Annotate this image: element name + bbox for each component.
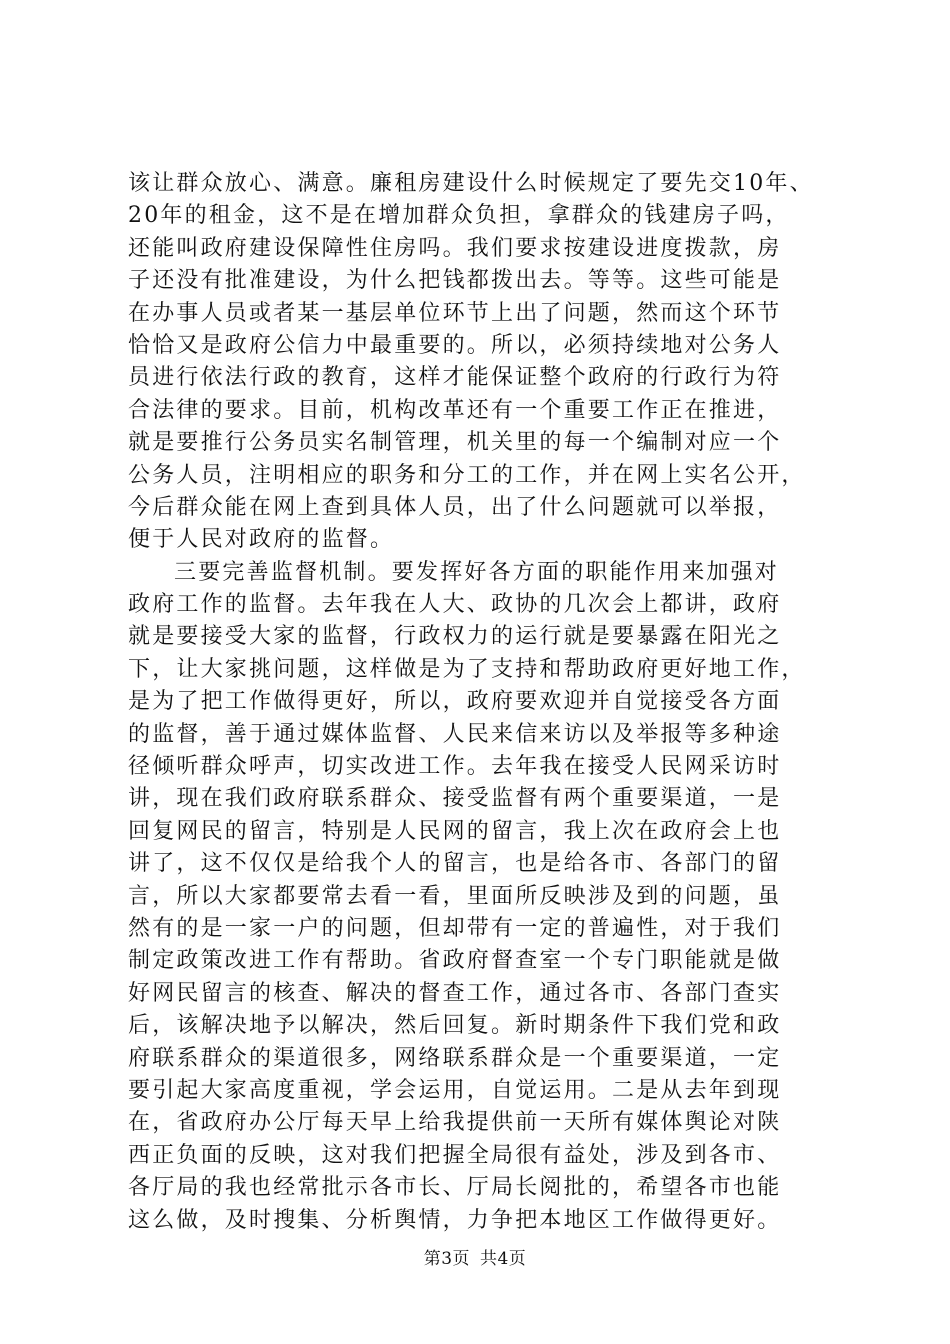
- text-line: 便于人民对政府的监督。: [128, 527, 395, 553]
- page-footer: [0, 1244, 950, 1269]
- text-line: 20年的租金，这不是在增加群众负担，拿群众的钱建房子吗，: [128, 203, 790, 229]
- text-line: 后，该解决地予以解决，然后回复。新时期条件下我们党和政: [128, 1013, 782, 1039]
- paragraph-start-line: 三要完善监督机制。要发挥好各方面的职能作用来加强对: [174, 559, 780, 585]
- text-line: 然有的是一家一户的问题，但却带有一定的普遍性，对于我们: [128, 915, 782, 941]
- text-line: 径倾听群众呼声，切实改进工作。去年我在接受人民网采访时: [128, 754, 782, 780]
- text-line: 是为了把工作做得更好，所以，政府要欢迎并自觉接受各方面: [128, 689, 782, 715]
- text-line: 言，所以大家都要常去看一看，里面所反映涉及到的问题，虽: [128, 883, 782, 909]
- body-text: [128, 168, 834, 1237]
- text-line: 公务人员，注明相应的职务和分工的工作，并在网上实名公开，: [128, 462, 806, 488]
- text-line: 员进行依法行政的教育，这样才能保证整个政府的行政行为符: [128, 365, 782, 391]
- text-line: 在，省政府办公厅每天早上给我提供前一天所有媒体舆论对陕: [128, 1110, 782, 1136]
- text-line: 讲，现在我们政府联系群众、接受监督有两个重要渠道，一是: [128, 786, 782, 812]
- text-line: 今后群众能在网上查到具体人员，出了什么问题就可以举报，: [128, 494, 782, 520]
- text-line: 合法律的要求。目前，机构改革还有一个重要工作正在推进，: [128, 397, 782, 423]
- text-line: 这么做，及时搜集、分析舆情，力争把本地区工作做得更好。: [128, 1207, 782, 1233]
- text-line: 恰恰又是政府公信力中最重要的。所以，必须持续地对公务人: [128, 332, 782, 358]
- text-line: 子还没有批准建设，为什么把钱都拨出去。等等。这些可能是: [128, 268, 782, 294]
- text-line: 就是要推行公务员实名制管理，机关里的每一个编制对应一个: [128, 430, 782, 456]
- text-line: 回复网民的留言，特别是人民网的留言，我上次在政府会上也: [128, 818, 782, 844]
- text-line: 制定政策改进工作有帮助。省政府督查室一个专门职能就是做: [128, 948, 782, 974]
- text-line: 该让群众放心、满意。廉租房建设什么时候规定了要先交10年、: [128, 171, 814, 196]
- page-total: 共4页: [479, 1249, 527, 1269]
- text-line: 的监督，善于通过媒体监督、人民来信来访以及举报等多种途: [128, 721, 782, 747]
- text-line: 西正负面的反映，这对我们把握全局很有益处，涉及到各市、: [128, 1142, 782, 1168]
- text-line: 好网民留言的核查、解决的督查工作，通过各市、各部门查实: [128, 980, 782, 1006]
- text-line: 要引起大家高度重视，学会运用，自觉运用。二是从去年到现: [128, 1077, 782, 1103]
- text-line: 就是要接受大家的监督，行政权力的运行就是要暴露在阳光之: [128, 624, 782, 650]
- text-line: 各厅局的我也经常批示各市长、厅局长阅批的，希望各市也能: [128, 1175, 782, 1201]
- text-line: 下，让大家挑问题，这样做是为了支持和帮助政府更好地工作，: [128, 656, 806, 682]
- text-line: 府联系群众的渠道很多，网络联系群众是一个重要渠道，一定: [128, 1045, 782, 1071]
- page-number: 第3页: [423, 1249, 471, 1269]
- text-line: 在办事人员或者某一基层单位环节上出了问题，然而这个环节: [128, 300, 782, 326]
- text-line: 讲了，这不仅仅是给我个人的留言，也是给各市、各部门的留: [128, 851, 782, 877]
- text-line: 政府工作的监督。去年我在人大、政协的几次会上都讲，政府: [128, 592, 782, 618]
- text-line: 还能叫政府建设保障性住房吗。我们要求按建设进度拨款，房: [128, 235, 782, 261]
